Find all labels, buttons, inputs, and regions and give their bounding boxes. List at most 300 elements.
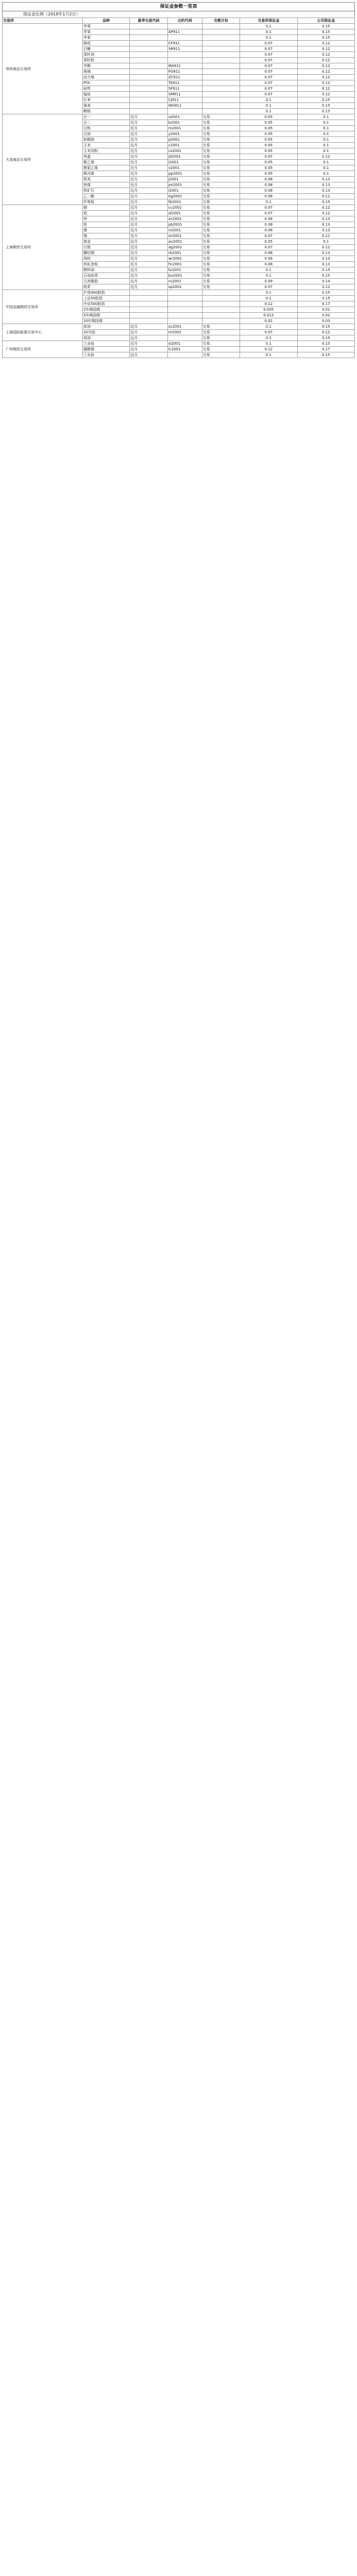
table-cell: 0.07: [240, 330, 297, 335]
table-cell: 0.07: [240, 63, 297, 69]
table-cell: 交易: [202, 347, 240, 352]
table-cell: 近月: [130, 239, 168, 245]
table-cell: 0.1: [240, 273, 297, 279]
margin-sheet: [2, 2, 355, 358]
table-cell: [130, 63, 168, 69]
header-cell-company-margin: 公司保证金: [297, 18, 354, 24]
table-cell: 0.07: [240, 46, 297, 52]
table-cell: pp2001: [167, 171, 202, 177]
table-cell: nr2001: [167, 330, 202, 335]
table-cell: [167, 109, 202, 114]
table-cell: 0.05: [240, 160, 297, 165]
table-cell: 苹果: [82, 35, 129, 41]
table-cell: 0.13: [297, 182, 354, 188]
table-cell: WH911: [167, 103, 202, 109]
table-cell: 近月: [130, 120, 168, 126]
table-cell: 0.13: [297, 188, 354, 194]
table-cell: y2001: [167, 131, 202, 137]
table-cell: 焦煤: [82, 182, 129, 188]
table-cell: sp2001: [167, 284, 202, 290]
margin-table-body: [3, 18, 355, 358]
table-cell: 0.06: [240, 194, 297, 199]
table-cell: 豆二: [82, 120, 129, 126]
table-cell: MA911: [167, 63, 202, 69]
table-cell: 近月: [130, 216, 168, 222]
table-cell: [130, 58, 168, 63]
table-cell: 0.12: [297, 80, 354, 86]
table-cell: [202, 75, 240, 80]
table-cell: 0.14: [297, 279, 354, 284]
table-cell: 0.1: [297, 143, 354, 148]
table-cell: 0.08: [240, 262, 297, 267]
table-cell: CF911: [167, 41, 202, 46]
table-cell: 0.13: [297, 256, 354, 262]
table-cell: [167, 313, 202, 318]
table-cell: 2年期国债: [82, 307, 129, 313]
table-cell: [130, 69, 168, 75]
table-cell: [130, 46, 168, 52]
table-cell: 远月: [130, 352, 168, 358]
table-cell: 0.15: [297, 324, 354, 330]
table-cell: 近月: [130, 233, 168, 239]
table-cell: 近月: [130, 279, 168, 284]
table-cell: 交易: [202, 335, 240, 341]
table-cell: 近月: [130, 262, 168, 267]
table-cell: ZC911: [167, 75, 202, 80]
table-cell: 棕榈油: [82, 137, 129, 143]
table-cell: 0.17: [297, 347, 354, 352]
table-cell: 原油: [82, 324, 129, 330]
table-cell: 0.12: [297, 205, 354, 211]
table-cell: 聚氯乙烯: [82, 165, 129, 171]
table-header-row: [3, 18, 355, 24]
table-cell: 0.1: [297, 148, 354, 154]
table-cell: 0.08: [240, 182, 297, 188]
table-cell: 螺纹钢: [82, 250, 129, 256]
table-cell: 交易: [202, 222, 240, 228]
table-cell: 交易: [202, 228, 240, 233]
table-cell: 焦炭: [82, 177, 129, 182]
table-cell: rb2001: [167, 250, 202, 256]
table-cell: 0.1: [240, 267, 297, 273]
table-cell: 0.05: [240, 137, 297, 143]
table-cell: m2001: [167, 126, 202, 131]
table-cell: [202, 80, 240, 86]
exchange-name-cell: 大连商品交易所: [3, 114, 83, 205]
table-cell: SF911: [167, 86, 202, 92]
table-cell: 0.1: [240, 103, 297, 109]
table-cell: [202, 307, 240, 313]
table-cell: 0.07: [240, 92, 297, 97]
table-cell: 棉花: [82, 41, 129, 46]
table-cell: 锡: [82, 233, 129, 239]
table-cell: 豆一: [82, 114, 129, 120]
table-cell: [130, 86, 168, 92]
table-cell: 交易: [202, 120, 240, 126]
table-cell: 0.03: [297, 318, 354, 324]
table-cell: 近月: [130, 267, 168, 273]
table-cell: bu2001: [167, 273, 202, 279]
table-cell: 交易: [202, 131, 240, 137]
table-cell: [202, 296, 240, 301]
table-cell: 交易: [202, 284, 240, 290]
table-cell: [130, 301, 168, 307]
table-cell: 近月: [130, 228, 168, 233]
table-cell: 交易: [202, 165, 240, 171]
table-cell: l2001: [167, 160, 202, 165]
table-cell: 镍: [82, 228, 129, 233]
table-cell: 原油: [82, 335, 129, 341]
table-cell: hc2001: [167, 262, 202, 267]
table-cell: 0.12: [297, 245, 354, 250]
table-cell: 0.15: [297, 273, 354, 279]
table-cell: [130, 296, 168, 301]
table-cell: 0.07: [240, 80, 297, 86]
table-cell: [130, 313, 168, 318]
table-cell: 近月: [130, 177, 168, 182]
table-cell: 交易: [202, 250, 240, 256]
table-cell: 交易: [202, 233, 240, 239]
table-cell: 0.08: [240, 256, 297, 262]
header-cell-contract: 合约代码: [167, 18, 202, 24]
table-cell: al2001: [167, 211, 202, 216]
table-cell: 近月: [130, 171, 168, 177]
header-cell-exchange-margin: 交易所保证金: [240, 18, 297, 24]
table-cell: 0.12: [297, 63, 354, 69]
table-cell: 0.15: [297, 296, 354, 301]
table-cell: 玉米: [82, 143, 129, 148]
table-cell: 豆粕: [82, 126, 129, 131]
table-cell: 0.15: [297, 29, 354, 35]
table-cell: 0.1: [240, 35, 297, 41]
table-cell: 0.15: [297, 109, 354, 114]
table-cell: 0.15: [297, 352, 354, 358]
table-cell: 0.05: [240, 239, 297, 245]
table-cell: 0.08: [240, 216, 297, 222]
table-cell: 0.12: [297, 41, 354, 46]
table-cell: sc2001: [167, 324, 202, 330]
table-cell: [130, 29, 168, 35]
table-cell: 近月: [130, 188, 168, 194]
margin-table: [2, 18, 355, 358]
table-cell: 0.07: [240, 58, 297, 63]
table-cell: 0.07: [240, 41, 297, 46]
table-cell: 0.05: [240, 171, 297, 177]
table-cell: [202, 103, 240, 109]
table-cell: 交易: [202, 352, 240, 358]
table-cell: 0.12: [297, 86, 354, 92]
table-cell: 铁矿石: [82, 188, 129, 194]
table-cell: 聚乙烯: [82, 160, 129, 165]
header-cell-exchange: 交易所: [3, 18, 83, 24]
header-cell-month: 交割月份: [202, 18, 240, 24]
table-cell: 交易: [202, 199, 240, 205]
table-cell: 0.07: [240, 245, 297, 250]
table-cell: 0.1: [240, 29, 297, 35]
table-cell: 近月: [130, 137, 168, 143]
table-cell: 近月: [130, 194, 168, 199]
table-cell: [167, 58, 202, 63]
table-cell: 0.15: [297, 335, 354, 341]
table-cell: 交易: [202, 216, 240, 222]
table-cell: 0.1: [297, 120, 354, 126]
table-cell: 线材: [82, 256, 129, 262]
table-cell: 交易: [202, 239, 240, 245]
table-cell: 近月: [130, 160, 168, 165]
table-cell: 0.1: [297, 137, 354, 143]
table-cell: 白银: [82, 245, 129, 250]
table-cell: 近月: [130, 154, 168, 160]
table-cell: 0.05: [240, 120, 297, 126]
table-cell: 0.12: [297, 211, 354, 216]
table-cell: i2001: [167, 188, 202, 194]
table-cell: 0.13: [297, 250, 354, 256]
table-cell: 0.1: [297, 114, 354, 120]
table-cell: 红枣: [82, 97, 129, 103]
table-cell: [202, 35, 240, 41]
table-cell: b2001: [167, 120, 202, 126]
exchange-name-cell: 中国金融期货交易所: [3, 290, 83, 324]
table-cell: 近月: [130, 131, 168, 137]
table-cell: 交易: [202, 279, 240, 284]
table-cell: 0.15: [297, 341, 354, 347]
table-cell: 乙二醇: [82, 194, 129, 199]
table-cell: 0.01: [297, 307, 354, 313]
table-cell: 0.05: [240, 165, 297, 171]
table-cell: 纸浆: [82, 284, 129, 290]
table-cell: [202, 29, 240, 35]
table-cell: 交易: [202, 126, 240, 131]
table-cell: [167, 307, 202, 313]
table-cell: 0.13: [297, 177, 354, 182]
table-cell: eg2001: [167, 194, 202, 199]
table-cell: fb2001: [167, 199, 202, 205]
table-cell: pb2001: [167, 222, 202, 228]
table-cell: [130, 35, 168, 41]
table-cell: 交易: [202, 262, 240, 267]
table-cell: 上证50股指: [82, 296, 129, 301]
table-cell: [167, 301, 202, 307]
table-cell: 0.05: [240, 126, 297, 131]
exchange-name-cell: 上海期货交易所: [3, 205, 83, 290]
table-cell: 0.07: [240, 211, 297, 216]
table-cell: [130, 290, 168, 296]
table-cell: [167, 352, 202, 358]
table-cell: 0.08: [240, 188, 297, 194]
table-cell: 0.12: [297, 52, 354, 58]
table-cell: cu2001: [167, 205, 202, 211]
table-cell: CJ911: [167, 97, 202, 103]
table-cell: 铅: [82, 222, 129, 228]
table-cell: 0.13: [297, 222, 354, 228]
table-cell: SM911: [167, 92, 202, 97]
table-cell: 交易: [202, 256, 240, 262]
table-cell: 0.07: [240, 86, 297, 92]
table-cell: 0.02: [297, 313, 354, 318]
table-cell: 工业硅: [82, 341, 129, 347]
table-cell: [202, 313, 240, 318]
table-cell: [202, 63, 240, 69]
table-cell: 0.15: [297, 199, 354, 205]
table-cell: ru2001: [167, 279, 202, 284]
table-cell: 0.12: [297, 58, 354, 63]
table-cell: 0.12: [297, 75, 354, 80]
table-cell: 豆油: [82, 131, 129, 137]
table-cell: 0.02: [240, 318, 297, 324]
table-cell: c2001: [167, 143, 202, 148]
table-cell: si2001: [167, 341, 202, 347]
table-cell: 0.08: [240, 228, 297, 233]
table-cell: 0.1: [297, 131, 354, 137]
table-cell: sn2001: [167, 233, 202, 239]
table-cell: 粳稻: [82, 109, 129, 114]
table-cell: 近月: [130, 273, 168, 279]
table-cell: 交易: [202, 148, 240, 154]
table-cell: 0.05: [240, 148, 297, 154]
table-cell: 0.07: [240, 75, 297, 80]
table-cell: 交易: [202, 273, 240, 279]
table-cell: 0.13: [297, 216, 354, 222]
header-cell-product: 品种: [82, 18, 129, 24]
table-cell: 0.07: [240, 69, 297, 75]
table-cell: 交易: [202, 137, 240, 143]
exchange-name-cell: 郑州商品交易所: [3, 24, 83, 114]
table-cell: 0.1: [240, 24, 297, 29]
table-cell: 近月: [130, 165, 168, 171]
table-cell: 交易: [202, 182, 240, 188]
table-cell: cs2001: [167, 148, 202, 154]
table-cell: 近月: [130, 211, 168, 216]
table-cell: 0.1: [240, 290, 297, 296]
header-cell-code: 夏季交易代码: [130, 18, 168, 24]
table-cell: jm2001: [167, 182, 202, 188]
table-cell: fu2001: [167, 267, 202, 273]
table-cell: 0.08: [240, 250, 297, 256]
table-cell: 苹果: [82, 29, 129, 35]
table-cell: 0.11: [297, 194, 354, 199]
table-cell: 聚丙烯: [82, 171, 129, 177]
table-cell: j2001: [167, 177, 202, 182]
table-cell: 0.15: [297, 24, 354, 29]
table-cell: 0.13: [297, 262, 354, 267]
table-cell: [167, 318, 202, 324]
table-cell: 交易: [202, 211, 240, 216]
table-row: [3, 341, 355, 347]
table-cell: [167, 35, 202, 41]
table-cell: [202, 92, 240, 97]
table-cell: 硅铁: [82, 86, 129, 92]
table-cell: 近月: [130, 182, 168, 188]
table-cell: [130, 24, 168, 29]
table-cell: 0.07: [240, 154, 297, 160]
table-cell: 0.08: [240, 222, 297, 228]
table-cell: 0.1: [240, 296, 297, 301]
table-cell: [202, 290, 240, 296]
table-cell: [167, 290, 202, 296]
table-cell: [202, 109, 240, 114]
table-cell: FG911: [167, 69, 202, 75]
table-cell: 石油沥青: [82, 273, 129, 279]
table-cell: 玻璃: [82, 69, 129, 75]
table-cell: 0.12: [297, 330, 354, 335]
table-cell: 0.15: [297, 290, 354, 296]
table-cell: 0.12: [297, 92, 354, 97]
table-cell: 0.07: [240, 205, 297, 211]
table-cell: 0.1: [297, 239, 354, 245]
table-cell: 近月: [130, 114, 168, 120]
table-cell: 交易: [202, 205, 240, 211]
table-cell: au2001: [167, 239, 202, 245]
table-cell: 交易: [202, 154, 240, 160]
table-cell: 交易: [202, 245, 240, 250]
table-cell: p2001: [167, 137, 202, 143]
table-cell: 近月: [130, 148, 168, 154]
table-cell: 0.15: [297, 103, 354, 109]
table-row: [3, 24, 355, 29]
table-cell: 0.13: [297, 228, 354, 233]
table-cell: 热轧卷板: [82, 262, 129, 267]
table-cell: 0.07: [240, 52, 297, 58]
table-cell: 0.08: [240, 177, 297, 182]
table-cell: 交易: [202, 267, 240, 273]
table-cell: [167, 335, 202, 341]
table-row: [3, 205, 355, 211]
table-cell: 苹果: [82, 24, 129, 29]
table-cell: 鸡蛋: [82, 154, 129, 160]
table-cell: 交易: [202, 171, 240, 177]
table-cell: [167, 24, 202, 29]
table-cell: [202, 301, 240, 307]
table-cell: AP911: [167, 29, 202, 35]
table-cell: 0.1: [297, 165, 354, 171]
table-cell: 交易: [202, 194, 240, 199]
table-cell: 0.1: [240, 341, 297, 347]
table-cell: 锰硅: [82, 92, 129, 97]
table-cell: ni2001: [167, 228, 202, 233]
table-cell: [202, 69, 240, 75]
table-cell: [202, 46, 240, 52]
table-cell: 0.15: [297, 267, 354, 273]
table-cell: 0.1: [297, 171, 354, 177]
sheet-title: 保证金参数一览表: [2, 2, 355, 11]
table-cell: 交易: [202, 177, 240, 182]
table-cell: 10年期国债: [82, 318, 129, 324]
table-cell: 近月: [130, 205, 168, 211]
table-cell: 铝: [82, 211, 129, 216]
table-cell: 0.1: [240, 335, 297, 341]
table-cell: [130, 307, 168, 313]
table-cell: 近月: [130, 126, 168, 131]
exchange-name-cell: 上海国际能源交易中心: [3, 324, 83, 341]
table-cell: [202, 86, 240, 92]
table-cell: [130, 52, 168, 58]
table-cell: 0.09: [240, 279, 297, 284]
table-cell: 0.15: [297, 35, 354, 41]
table-cell: 5年期国债: [82, 313, 129, 318]
table-cell: 0.12: [297, 69, 354, 75]
table-cell: [202, 318, 240, 324]
table-cell: 菜籽油: [82, 52, 129, 58]
table-cell: [130, 92, 168, 97]
table-cell: 甲醇: [82, 63, 129, 69]
table-cell: 近月: [130, 245, 168, 250]
table-cell: 0.07: [240, 233, 297, 239]
table-cell: [167, 52, 202, 58]
table-cell: 0.15: [297, 97, 354, 103]
table-cell: 纤维板: [82, 199, 129, 205]
table-cell: 0.17: [297, 301, 354, 307]
table-cell: wr2001: [167, 256, 202, 262]
